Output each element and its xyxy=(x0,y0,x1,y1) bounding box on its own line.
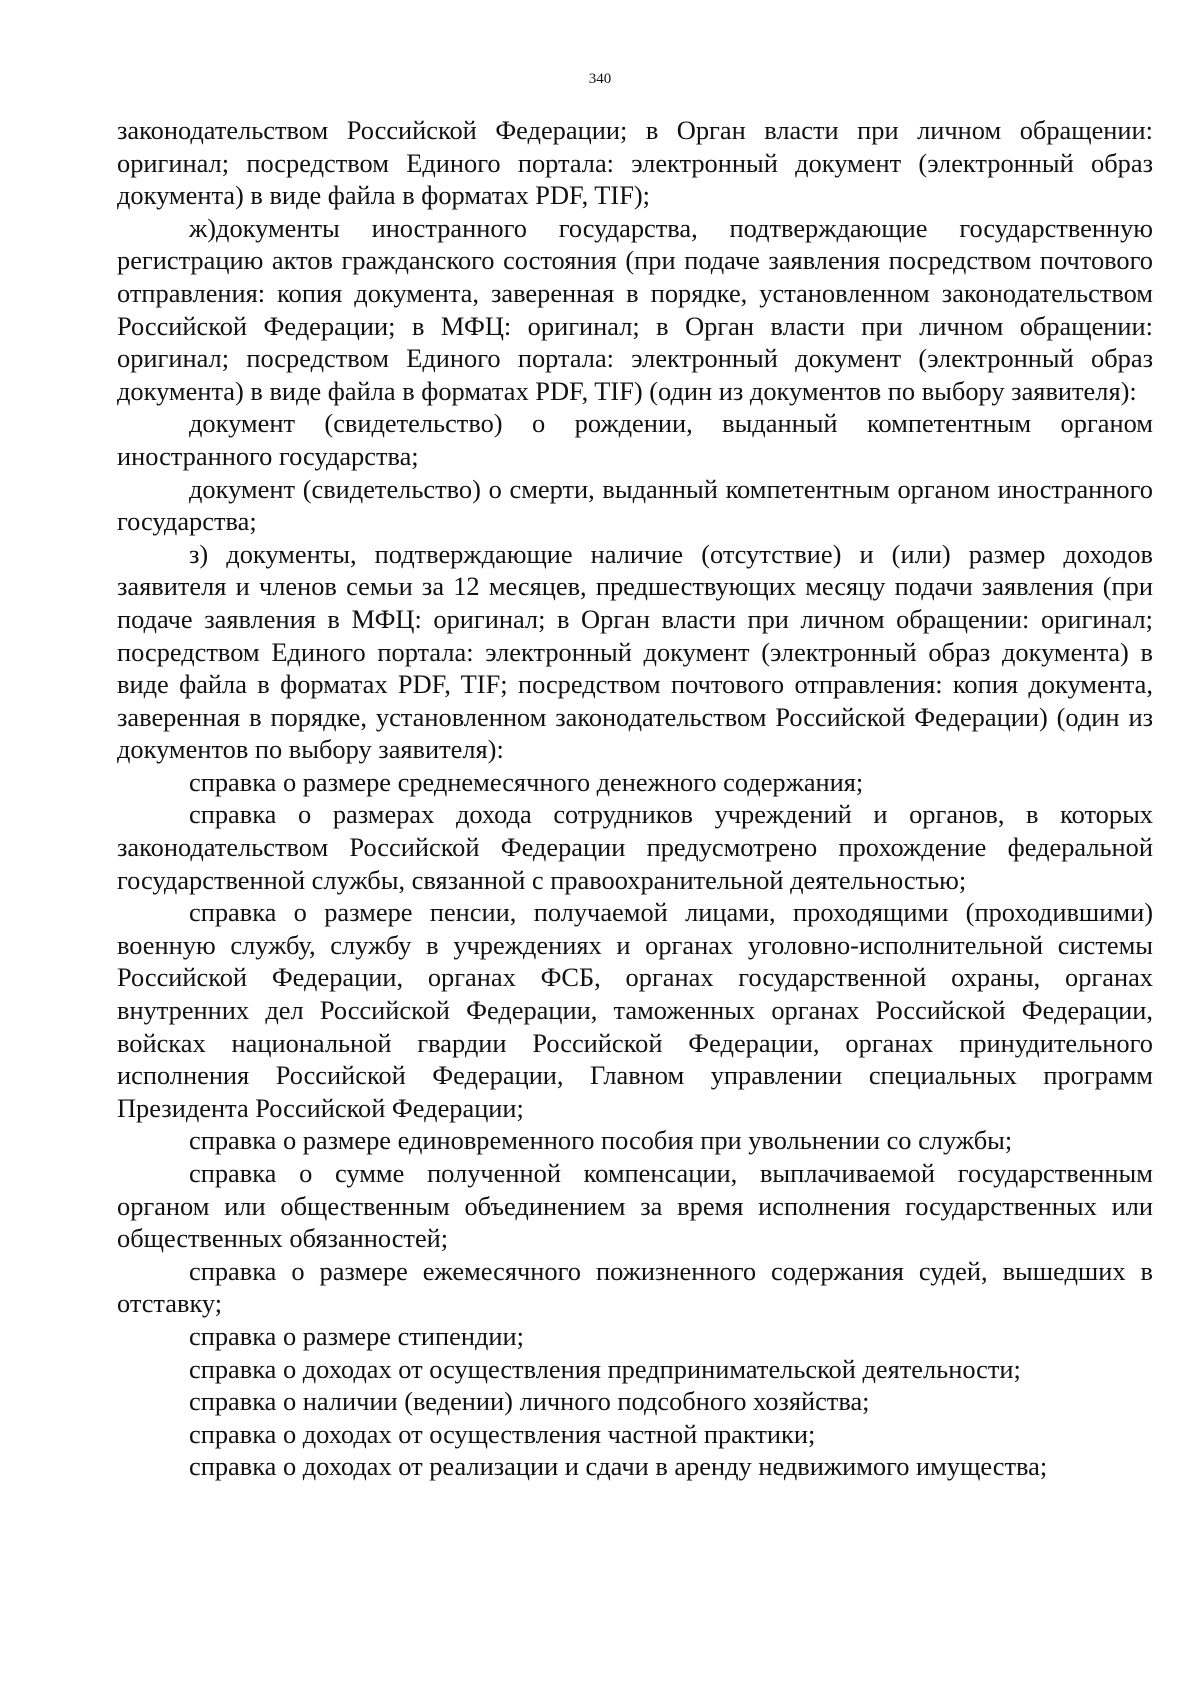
list-item: справка о размере среднемесячного денежного содержания; xyxy=(189,766,864,797)
list-item: справка о размере стипендии; xyxy=(189,1320,524,1351)
list-item: справка о размере ежемесячного пожизненного содержания судей, вышедших в отставку; xyxy=(117,1255,1153,1319)
list-item: документ (свидетельство) о рождении, выданный компетентным органом иностранного государства; xyxy=(117,408,1153,471)
list-item: справка о доходах от осуществления предпринимательской деятельности; xyxy=(189,1353,1021,1384)
document-body xyxy=(117,114,1153,1483)
page-number: 340 xyxy=(588,71,612,87)
list-item: справка о размерах дохода сотрудников учреждений и органов, в которых законодательством Российской Федерации предусмотрено прохождение федеральной государственной службы, связанной с правоохранительной деятельностью; xyxy=(117,799,1153,895)
list-item: справка о доходах от реализации и сдачи в аренду недвижимого имущества; xyxy=(189,1451,1048,1482)
list-item: справка о сумме полученной компенсации, выплачиваемой государственным органом или общественным объединением за время исполнения государственных или общественных обязанностей; xyxy=(117,1158,1153,1254)
list-item: справка о наличии (ведении) личного подсобного хозяйства; xyxy=(189,1386,870,1417)
list-item: документ (свидетельство) о смерти, выданный компетентным органом иностранного государства; xyxy=(117,473,1153,537)
list-item: справка о доходах от осуществления частной практики; xyxy=(189,1418,816,1449)
paragraph: з) документы, подтверждающие наличие (отсутствие) и (или) размер доходов заявителя и членов семьи за 12 месяцев, предшествующих месяцу подачи заявления (при подаче заявления в МФЦ: оригинал; в Орган власти при личном обращении: оригинал; посредством Единого портала: электронный документ (электронный образ документа) в виде файла в форматах PDF, TIF; посредством почтового отправления: копия документа, заверенная в порядке, установленном законодательством Российской Федерации) (один из документов по выбору заявителя): xyxy=(117,538,1153,765)
paragraph: ж)документы иностранного государства, подтверждающие государственную регистрацию актов гражданского состояния (при подаче заявления посредством почтового отправления: копия документа, заверенная в порядке, установленном законодательством Российской Федерации; в МФЦ: оригинал; в Орган власти при личном обращении: оригинал; посредством Единого портала: электронный документ (электронный образ документа) в виде файла в форматах PDF, TIF) (один из документов по выбору заявителя): xyxy=(117,212,1153,406)
paragraph: законодательством Российской Федерации; в Орган власти при личном обращении: оригинал; посредством Единого портала: электронный документ (электронный образ документа) в виде файла в форматах PDF, TIF); xyxy=(117,115,1153,211)
list-item: справка о размере единовременного пособия при увольнении со службы; xyxy=(189,1125,1013,1156)
list-item: справка о размере пенсии, получаемой лицами, проходящими (проходившими) военную службу, службу в учреждениях и органах уголовно-исполнительной системы Российской Федерации, органах ФСБ, органах государственной охраны, органах внутренних дел Российской Федерации, таможенных органах Российской Федерации, войсках национальной гвардии Российской Федерации, органах принудительного исполнения Российской Федерации, Главном управлении специальных программ Президента Российской Федерации; xyxy=(117,897,1153,1123)
